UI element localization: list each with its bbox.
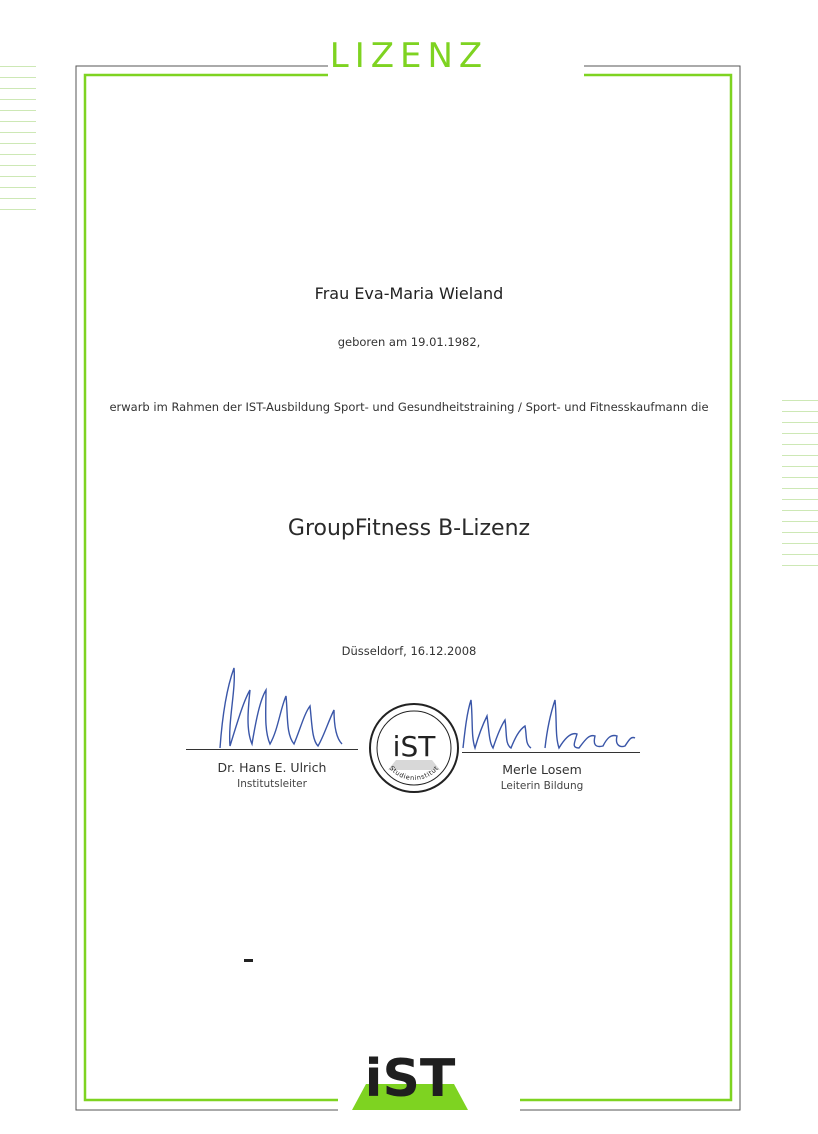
acquisition-line: erwarb im Rahmen der IST-Ausbildung Sport- und Gesundheitstraining / Sport- und Fitnesskaufmann die	[109, 400, 709, 414]
signature-line-left	[186, 749, 358, 750]
signer-name-right: Merle Losem	[502, 762, 582, 777]
institute-seal	[368, 702, 460, 794]
holder-name: Frau Eva-Maria Wieland	[314, 284, 504, 303]
left-stripes	[0, 66, 36, 220]
logo-letters: iST	[364, 1049, 456, 1109]
signer-role-left: Institutsleiter	[237, 778, 307, 790]
ist-logo	[352, 1040, 468, 1112]
signer-name-left: Dr. Hans E. Ulrich	[217, 760, 327, 775]
signature-line-right	[462, 752, 640, 753]
license-name: GroupFitness B-Lizenz	[287, 516, 531, 541]
signature-ulrich	[200, 660, 350, 756]
right-stripes	[782, 400, 818, 576]
page-title: LIZENZ	[329, 36, 489, 76]
seal-ring-text: Studieninstitut	[387, 764, 441, 783]
signature-losem	[455, 690, 640, 756]
seal-letters: iST	[392, 730, 436, 763]
birth-date-line: geboren am 19.01.1982,	[337, 335, 481, 349]
ink-mark	[244, 959, 253, 962]
place-date: Düsseldorf, 16.12.2008	[341, 644, 477, 658]
signer-role-right: Leiterin Bildung	[500, 780, 584, 792]
